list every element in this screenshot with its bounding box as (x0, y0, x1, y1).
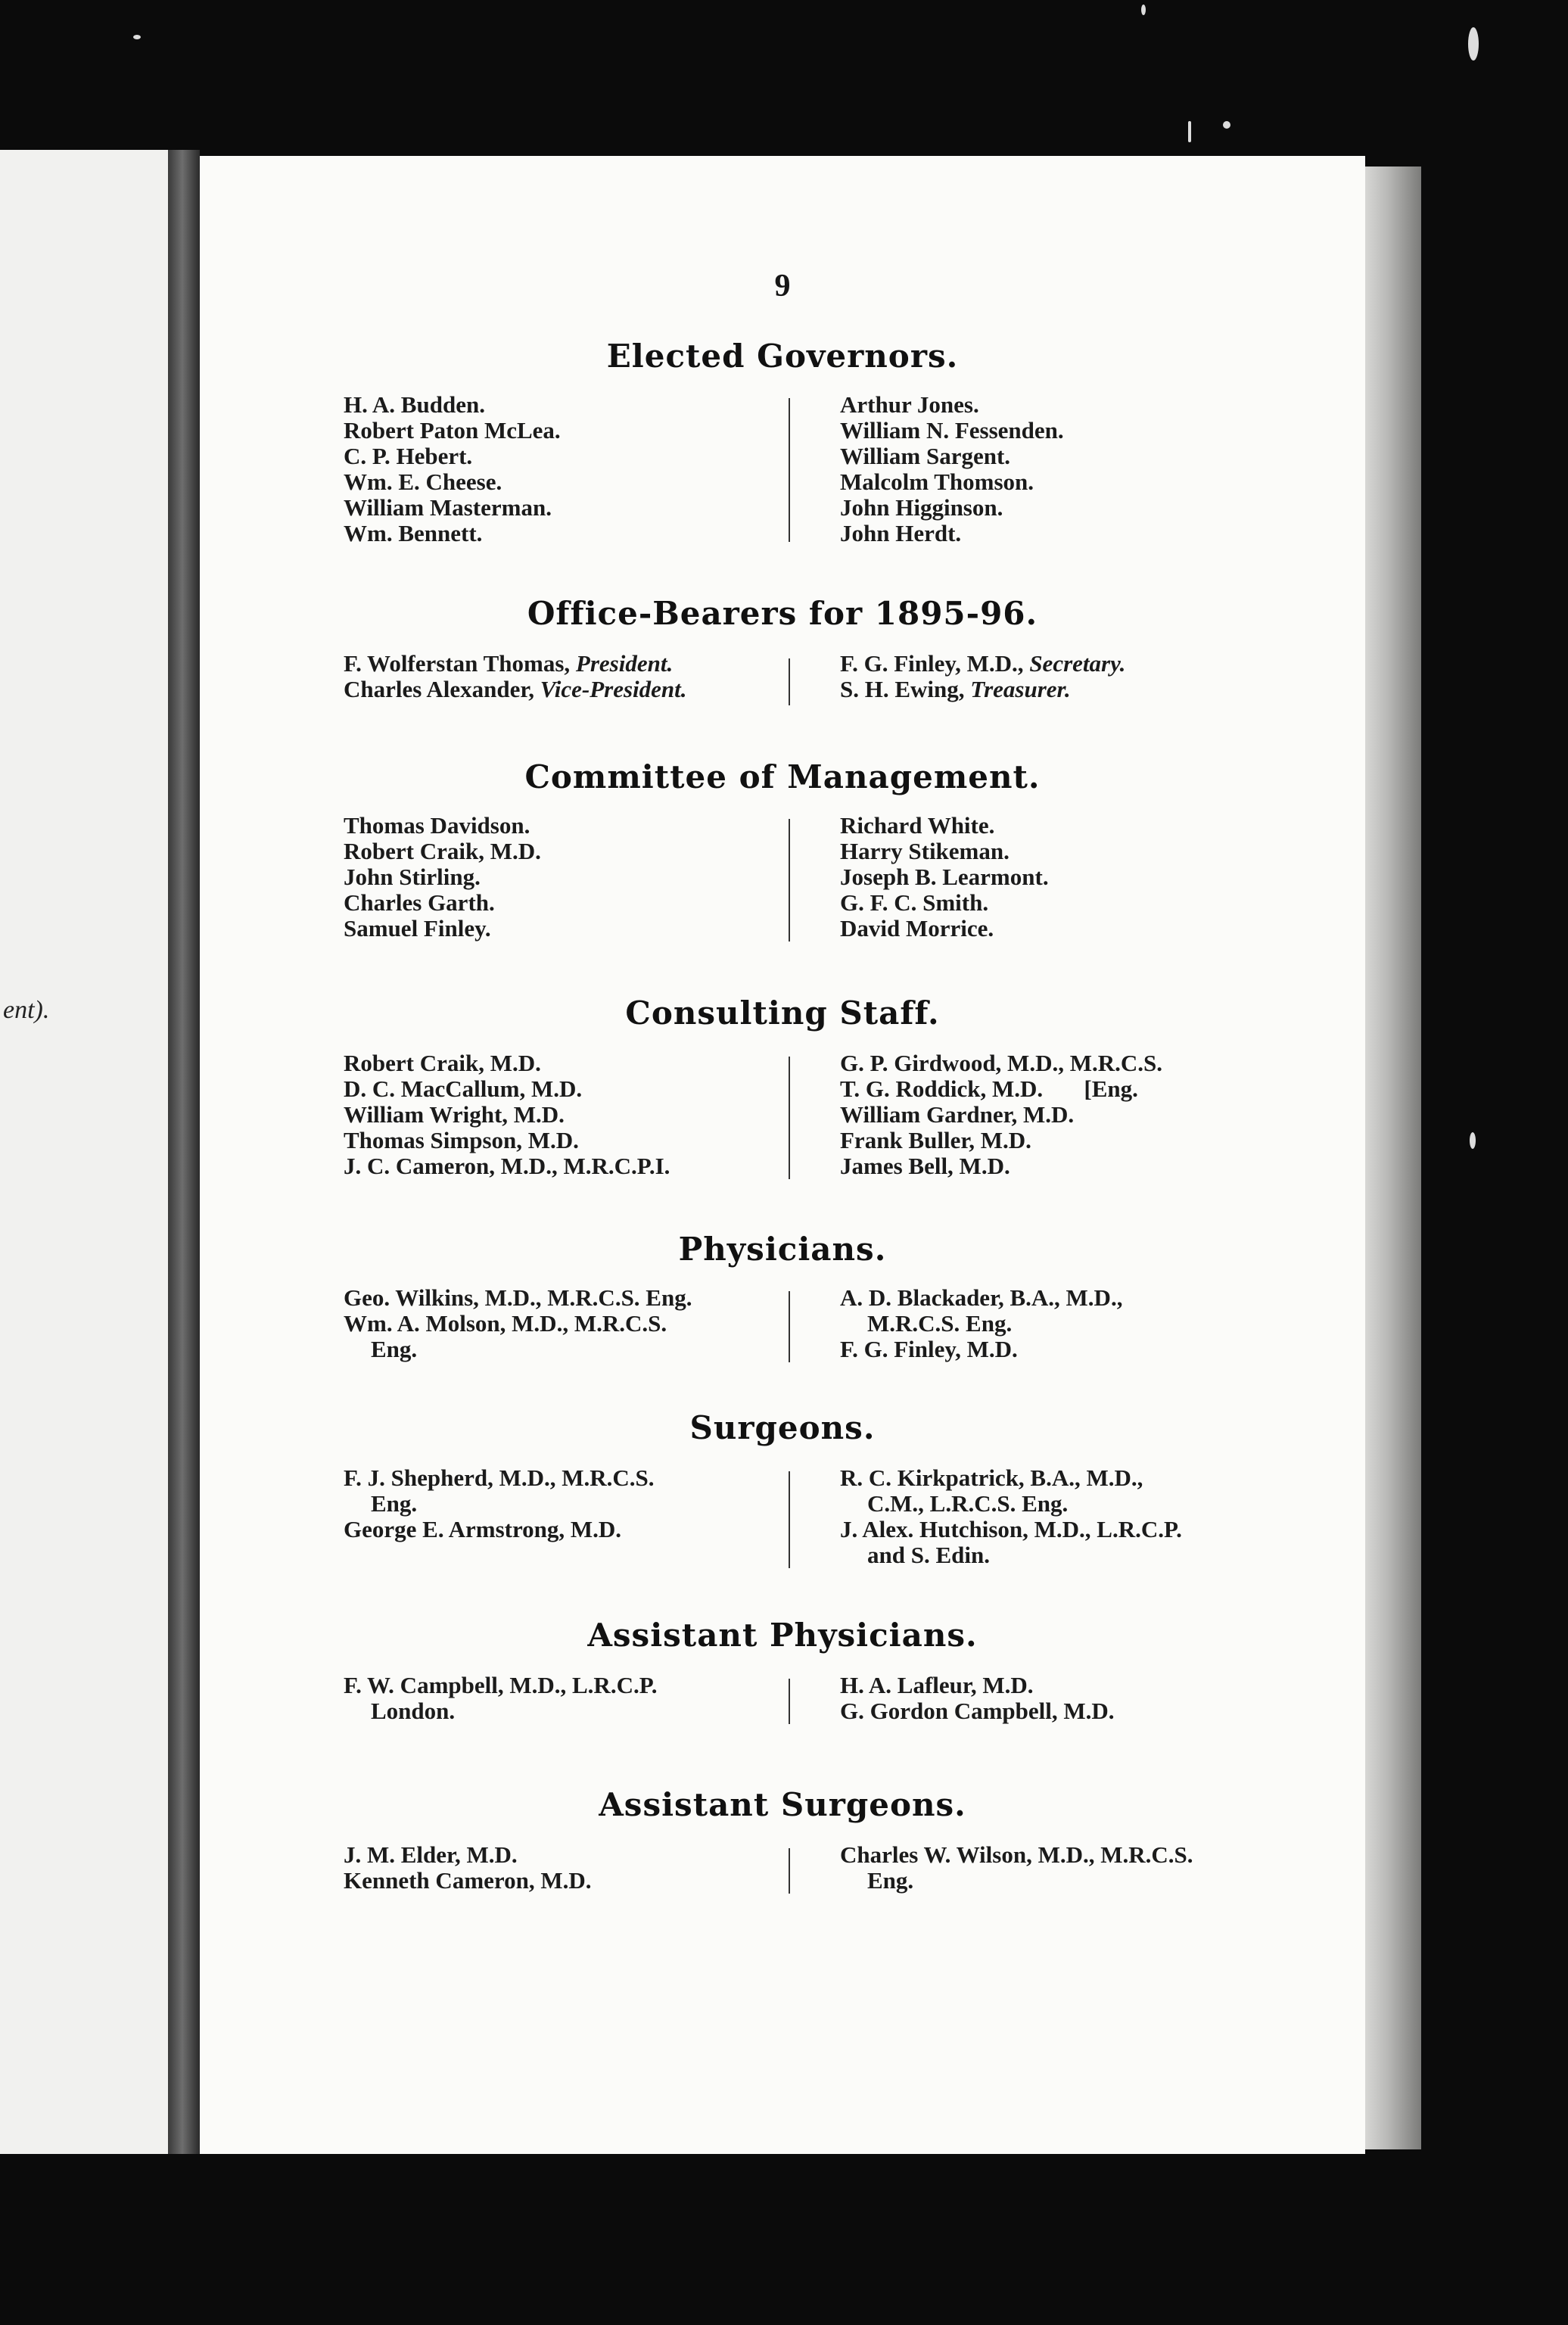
list-item: William Masterman. (344, 494, 552, 521)
list-item: David Morrice. (840, 915, 994, 942)
physicians-right-column (840, 1285, 1264, 1362)
column-divider (789, 658, 790, 705)
consulting-staff-left-column (344, 1050, 767, 1179)
committee-right-column (840, 813, 1264, 942)
dust-speck (1141, 5, 1146, 15)
assistant-surgeons-left-column (344, 1842, 767, 1894)
heading-elected-governors: Elected Governors. (606, 338, 959, 375)
list-item: Geo. Wilkins, M.D., M.R.C.S. Eng. (344, 1284, 692, 1311)
heading-assistant-physicians: Assistant Physicians. (587, 1617, 978, 1654)
assistant-physicians-left-column (344, 1673, 767, 1724)
heading-surgeons: Surgeons. (689, 1409, 876, 1446)
list-item: J. M. Elder, M.D. (344, 1841, 518, 1868)
list-item: G. F. C. Smith. (840, 889, 989, 916)
list-item: F. J. Shepherd, M.D., M.R.C.S. (344, 1464, 655, 1491)
column-divider (789, 819, 790, 942)
list-item: Charles Garth. (344, 889, 495, 916)
list-item: Harry Stikeman. (840, 838, 1010, 864)
list-item: Robert Paton McLea. (344, 417, 561, 444)
consulting-staff-right-column (840, 1050, 1264, 1179)
list-item: Eng. (371, 1490, 418, 1517)
officer-role: Secretary. (1029, 650, 1126, 677)
heading-office-bearers: Office-Bearers for 1895-96. (527, 595, 1038, 632)
list-item: William Gardner, M.D. (840, 1101, 1075, 1128)
list-item: William Wright, M.D. (344, 1101, 565, 1128)
assistant-physicians-right-column (840, 1673, 1264, 1724)
physicians-left-column (344, 1285, 767, 1362)
list-item: William N. Fessenden. (840, 417, 1064, 444)
list-item: J. C. Cameron, M.D., M.R.C.P.I. (344, 1153, 670, 1179)
list-item: William Sargent. (840, 443, 1011, 469)
officer-name: Charles Alexander, (344, 676, 540, 702)
page-number: 9 (774, 269, 791, 303)
officer-name: S. H. Ewing, (840, 676, 971, 702)
column-divider (789, 1057, 790, 1179)
list-item: H. A. Budden. (344, 391, 485, 418)
surgeons-right-column (840, 1465, 1264, 1568)
list-item: Malcolm Thomson. (840, 468, 1034, 495)
column-divider (789, 398, 790, 542)
heading-committee-of-management: Committee of Management. (524, 758, 1041, 795)
list-item: Wm. A. Molson, M.D., M.R.C.S. (344, 1310, 667, 1337)
book-gutter (168, 150, 200, 2154)
column-divider (789, 1471, 790, 1568)
dust-speck (1223, 121, 1230, 129)
left-page-margin-text: ent). (3, 996, 50, 1024)
list-item: M.R.C.S. Eng. (867, 1310, 1013, 1337)
list-item: T. G. Roddick, M.D. [Eng. (840, 1075, 1138, 1102)
list-item: Thomas Simpson, M.D. (344, 1127, 579, 1153)
officer-role: Vice-President. (540, 676, 687, 702)
list-item: D. C. MacCallum, M.D. (344, 1075, 583, 1102)
list-item: C. P. Hebert. (344, 443, 473, 469)
left-page-edge (0, 150, 168, 2154)
list-item: H. A. Lafleur, M.D. (840, 1672, 1034, 1698)
list-item: Robert Craik, M.D. (344, 838, 541, 864)
dust-speck (1468, 27, 1479, 61)
book-page (200, 156, 1365, 2154)
list-item: Frank Buller, M.D. (840, 1127, 1031, 1153)
list-item: Eng. (371, 1336, 418, 1362)
officer-role: Treasurer. (970, 676, 1071, 702)
list-item: London. (371, 1698, 456, 1724)
heading-assistant-surgeons: Assistant Surgeons. (599, 1786, 966, 1823)
list-item: Wm. Bennett. (344, 520, 483, 546)
officer-role: President. (575, 650, 674, 677)
list-item: John Stirling. (344, 864, 481, 890)
list-item: Wm. E. Cheese. (344, 468, 502, 495)
list-item (344, 677, 767, 702)
list-item (840, 651, 1264, 677)
list-item: R. C. Kirkpatrick, B.A., M.D., (840, 1464, 1143, 1491)
list-item: John Herdt. (840, 520, 962, 546)
list-item: Richard White. (840, 812, 995, 839)
elected-governors-left-column (344, 392, 767, 546)
list-item: Arthur Jones. (840, 391, 979, 418)
list-item: Kenneth Cameron, M.D. (344, 1867, 592, 1894)
list-item: Eng. (867, 1867, 914, 1894)
committee-left-column (344, 813, 767, 942)
list-item: C.M., L.R.C.S. Eng. (867, 1490, 1069, 1517)
list-item: and S. Edin. (867, 1542, 990, 1568)
list-item: Thomas Davidson. (344, 812, 530, 839)
officer-name: F. Wolferstan Thomas, (344, 650, 576, 677)
list-item (840, 677, 1264, 702)
list-item: Samuel Finley. (344, 915, 491, 942)
column-divider (789, 1848, 790, 1894)
list-item: A. D. Blackader, B.A., M.D., (840, 1284, 1123, 1311)
list-item: F. W. Campbell, M.D., L.R.C.P. (344, 1672, 658, 1698)
list-item: G. Gordon Campbell, M.D. (840, 1698, 1115, 1724)
page-stack-edge (1365, 167, 1421, 2149)
assistant-surgeons-right-column (840, 1842, 1264, 1894)
list-item: Robert Craik, M.D. (344, 1050, 541, 1076)
list-item: James Bell, M.D. (840, 1153, 1010, 1179)
column-divider (789, 1679, 790, 1724)
office-bearers-left-column (344, 651, 767, 702)
list-item: J. Alex. Hutchison, M.D., L.R.C.P. (840, 1516, 1182, 1542)
list-item (344, 651, 767, 677)
office-bearers-right-column (840, 651, 1264, 702)
dust-speck (133, 35, 141, 39)
list-item: Charles W. Wilson, M.D., M.R.C.S. (840, 1841, 1193, 1868)
elected-governors-right-column (840, 392, 1264, 546)
list-item: F. G. Finley, M.D. (840, 1336, 1018, 1362)
officer-name: F. G. Finley, M.D., (840, 650, 1030, 677)
list-item: Joseph B. Learmont. (840, 864, 1049, 890)
list-item: John Higginson. (840, 494, 1003, 521)
dust-speck (1188, 121, 1191, 142)
column-divider (789, 1291, 790, 1362)
list-item: George E. Armstrong, M.D. (344, 1516, 622, 1542)
dust-speck (1470, 1132, 1476, 1149)
heading-physicians: Physicians. (678, 1231, 887, 1268)
list-item: G. P. Girdwood, M.D., M.R.C.S. (840, 1050, 1162, 1076)
heading-consulting-staff: Consulting Staff. (625, 994, 940, 1032)
surgeons-left-column (344, 1465, 767, 1542)
